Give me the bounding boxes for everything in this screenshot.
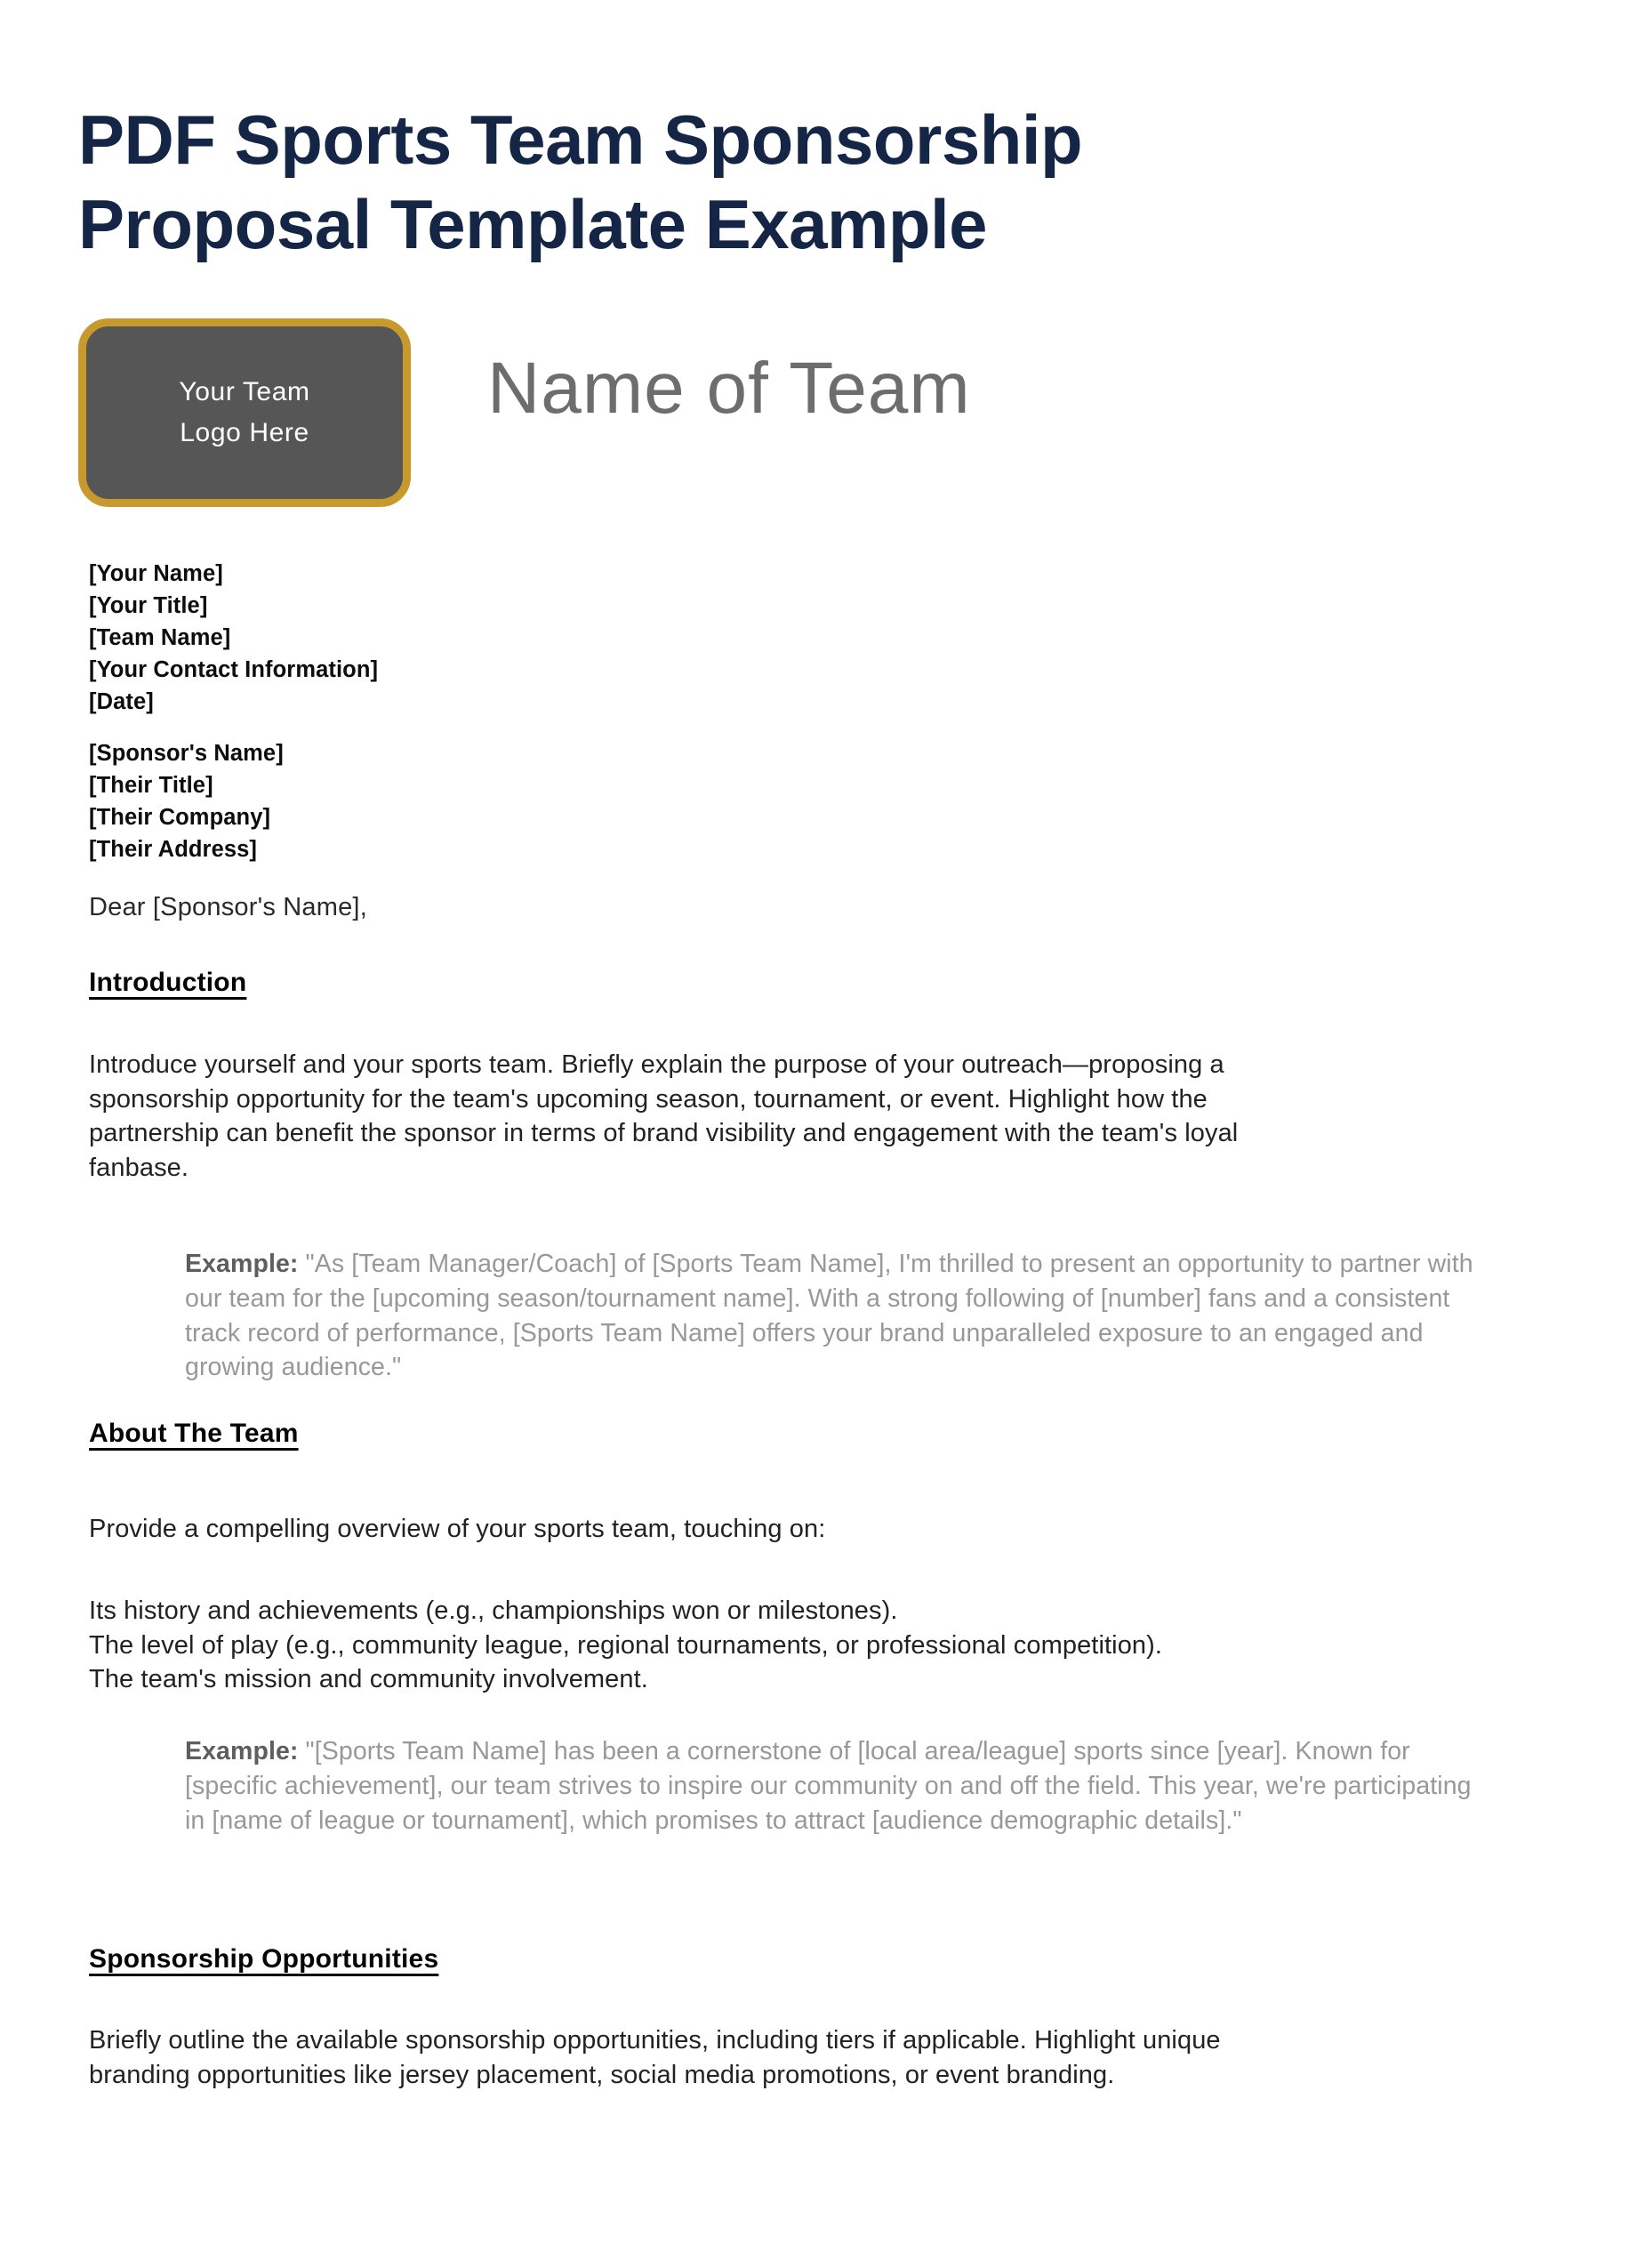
section-body-about-lead: [89, 1512, 1478, 1547]
sponsorship-line-1: Briefly outline the available sponsorship opportunities, including tiers if applicable. Highlight unique: [89, 2026, 1221, 2055]
section-body-sponsorship-opportunities: [89, 2023, 1478, 2092]
about-example-line-4: attract [audience demographic details].": [793, 1806, 1242, 1835]
recipient-line-name: [Sponsor's Name]: [89, 741, 284, 766]
about-example-line-1: "[Sports Team Name] has been a cornerstone of [local area/league] sports since: [298, 1737, 1210, 1765]
sender-address-block: [89, 559, 378, 719]
sender-line-contact: [Your Contact Information]: [89, 656, 379, 682]
recipient-line-company: [Their Company]: [89, 804, 271, 830]
about-lead-line: Provide a compelling overview of your sports team, touching on:: [89, 1515, 826, 1543]
example-block-about-the-team: [185, 1734, 1483, 1838]
sponsorship-line-2: branding opportunities like jersey placement, social media promotions, or event branding.: [89, 2060, 1115, 2089]
intro-example-line-2: opportunity to partner with our team for the [upcoming season/tournament name]. With a: [185, 1250, 1473, 1313]
page-title-line-1: PDF Sports Team Sponsorship: [78, 101, 1083, 180]
section-body-about-list: [89, 1594, 1478, 1697]
intro-example-line-1: "As [Team Manager/Coach] of [Sports Team Name], I'm thrilled to present an: [298, 1250, 1171, 1278]
sender-line-team: [Team Name]: [89, 624, 231, 650]
section-heading-about-the-team: About The Team: [89, 1419, 299, 1448]
logo-placeholder-line-1: Your Team: [179, 376, 310, 406]
recipient-address-block: [89, 738, 284, 866]
salutation: Dear [Sponsor's Name],: [89, 893, 367, 921]
intro-line-2: sponsorship opportunity for the team's upcoming season, tournament, or event. Highlight how the: [89, 1084, 1208, 1114]
page-title-line-2: Proposal Template Example: [78, 185, 988, 264]
section-body-introduction: [89, 1048, 1478, 1185]
example-label-introduction: Example:: [185, 1250, 299, 1278]
sender-line-date: [Date]: [89, 688, 154, 714]
section-heading-sponsorship-opportunities: Sponsorship Opportunities: [89, 1944, 439, 1974]
section-heading-introduction: Introduction: [89, 968, 247, 997]
team-name-heading: Name of Team: [487, 348, 971, 429]
example-label-about-the-team: Example:: [185, 1737, 299, 1765]
logo-placeholder-line-2: Logo Here: [180, 418, 309, 447]
recipient-line-title: [Their Title]: [89, 772, 213, 798]
sender-line-name: [Your Name]: [89, 561, 223, 586]
intro-line-3: partnership can benefit the sponsor in terms of brand visibility and engagement with the team's loyal: [89, 1119, 1239, 1148]
about-example-line-2: [year]. Known for [specific achievement], our team strives to inspire our community on and off: [185, 1737, 1410, 1800]
recipient-line-address: [Their Address]: [89, 836, 258, 862]
intro-example-line-4: Name] offers your brand unparalleled exposure to an engaged and growing audience.": [185, 1318, 1424, 1382]
intro-line-4: fanbase.: [89, 1153, 189, 1182]
example-block-introduction: [185, 1247, 1483, 1385]
sender-line-title: [Your Title]: [89, 592, 208, 618]
about-list-line-3: The team's mission and community involvement.: [89, 1665, 648, 1694]
team-logo-placeholder: [78, 318, 411, 507]
about-list-line-1: Its history and achievements (e.g., championships won or milestones).: [89, 1596, 898, 1625]
about-list-line-2: The level of play (e.g., community league, regional tournaments, or professional competition).: [89, 1630, 1163, 1660]
page-title: [78, 98, 1465, 267]
letterhead: [78, 318, 1465, 505]
about-example-line-3: the field. This year, we're participating in [name of league or tournament], which promises to: [185, 1771, 1472, 1835]
intro-example-line-3: strong following of [number] fans and a consistent track record of performance, [Sports Team: [185, 1283, 1450, 1347]
intro-line-1: Introduce yourself and your sports team. Briefly explain the purpose of your outreach—proposing a: [89, 1050, 1224, 1079]
